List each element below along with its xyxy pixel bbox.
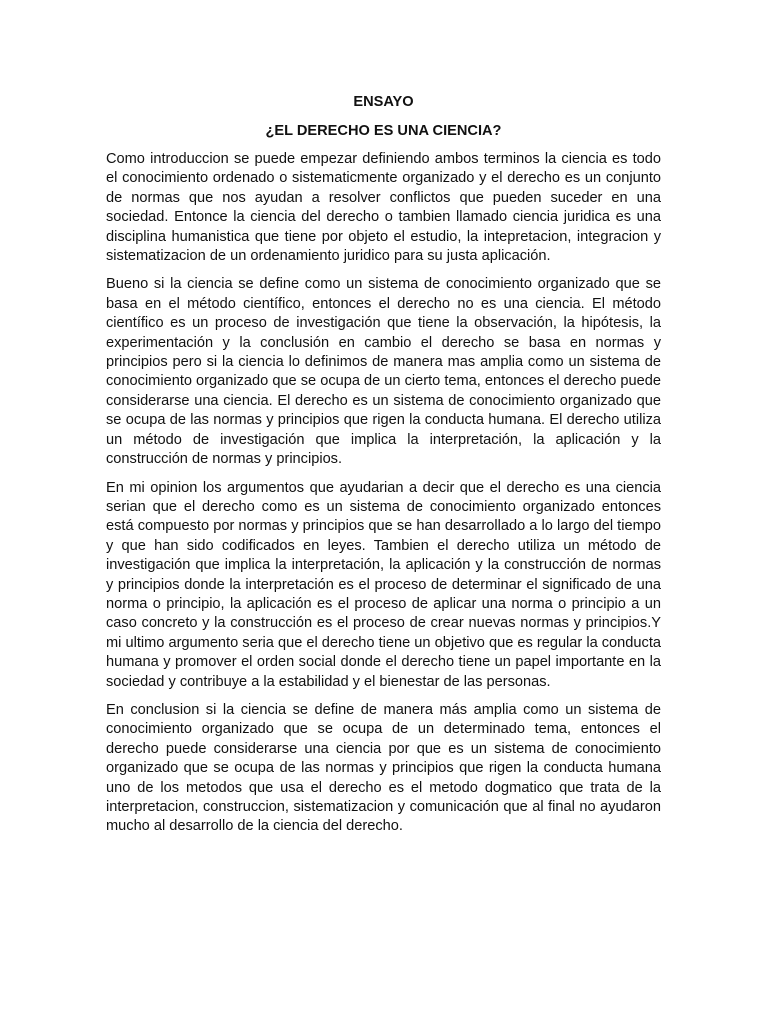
paragraph-opinion: En mi opinion los argumentos que ayudarian a decir que el derecho es una ciencia serian que el derecho como es un sistema de conocimiento organizado entonces está compuesto por normas y principios que se han desarrollado a lo largo del tiempo y que han sido codificados en leyes. Tambien el derecho utiliza un método de investigación que implica la interpretación, la aplicación y la construcción de normas y principios donde la interpretación es el proceso de determinar el significado de una norma o principio, la aplicación es el proceso de aplicar una norma o principio a un caso concreto y la construcción es el proceso de crear nuevas normas y principios.Y mi ultimo argumento seria que el derecho tiene un objetivo que es regular la conducta humana y promover el orden social donde el derecho tiene un papel importante en la sociedad y contribuye a la estabilidad y el bienestar de las personas.	[106, 479, 661, 690]
document-body	[106, 92, 661, 846]
paragraph-conclusion: En conclusion si la ciencia se define de manera más amplia como un sistema de conocimiento organizado que se ocupa de un determinado tema, entonces el derecho puede considerarse una ciencia por que es un sistema de conocimiento organizado que se ocupa de las normas y principios que rigen la conducta humana uno de los metodos que usa el derecho es el metodo dogmatico que trata de la interpretacion, construccion, sistematizacion y comunicación que al final no ayudaron mucho al desarrollo de la ciencia del derecho.	[106, 701, 661, 835]
paragraph-scientific-method: Bueno si la ciencia se define como un sistema de conocimiento organizado que se basa en el método científico, entonces el derecho no es una ciencia. El método científico es un proceso de investigación que tiene la observación, la hipótesis, la experimentación y la conclusión en cambio el derecho se basa en normas y principios pero si la ciencia lo definimos de manera mas amplia como un sistema de conocimiento organizado que se ocupa de un cierto tema, entonces el derecho puede considerarse una ciencia. El derecho es un sistema de conocimiento organizado que se ocupa de las normas y principios que rigen la conducta humana. El derecho utiliza un método de investigación que implica la interpretación, la aplicación y la construcción de normas y principios.	[106, 276, 661, 468]
document-subtitle: ¿EL DERECHO ES UNA CIENCIA?	[265, 123, 502, 139]
paragraph-introduction: Como introduccion se puede empezar definiendo ambos terminos la ciencia es todo el conocimiento ordenado o sistematicmente organizado y el derecho es un conjunto de normas que nos ayudan a resolver conflictos que pueden suceder en una sociedad. Entonce la ciencia del derecho o tambien llamado ciencia juridica es una disciplina humanistica que tiene por objeto el estudio, la intepretacion, integracion y sistematizacion de un ordenamiento juridico para su justa aplicación.	[106, 151, 661, 265]
document-title: ENSAYO	[353, 94, 414, 110]
